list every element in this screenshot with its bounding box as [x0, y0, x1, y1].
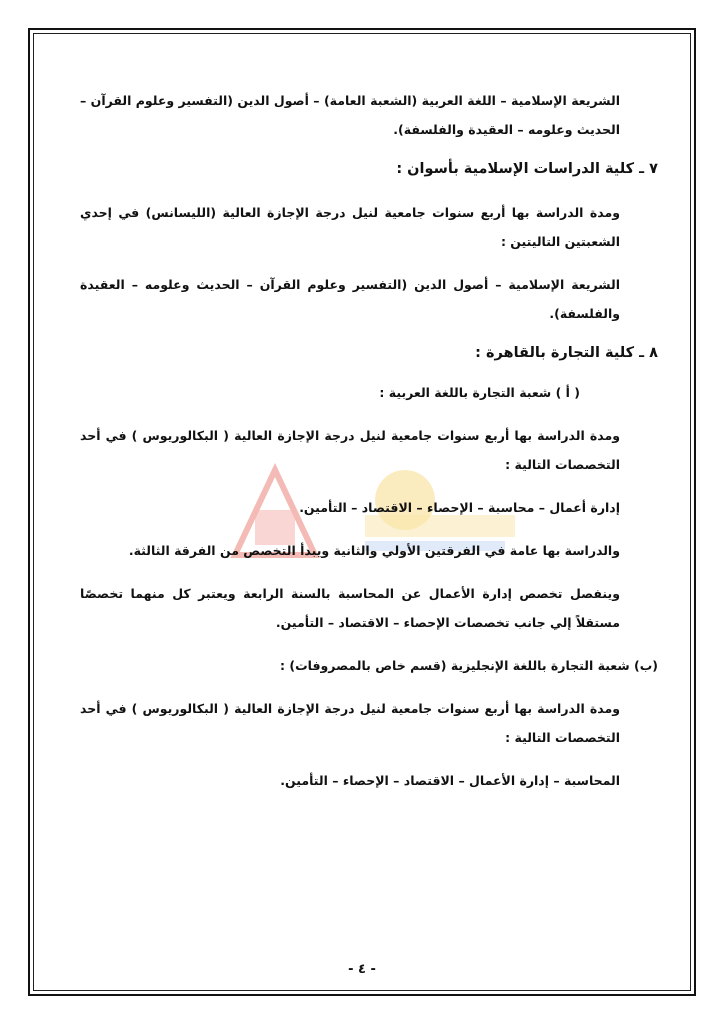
paragraph-commerce-general-study: والدراسة بها عامة في الفرقتين الأولي والثانية ويبدأ التخصص من الفرقة الثالثة.: [128, 543, 620, 558]
document-body: [80, 86, 658, 795]
paragraph-aswan-sections: الشريعة الإسلامية – أصول الدين (التفسير وعلوم القرآن – الحديث وعلومه – العقيدة والفلسفة).: [80, 277, 620, 321]
page-number: - ٤ -: [348, 962, 376, 977]
paragraph-azhar-sections: الشريعة الإسلامية – اللغة العربية (الشعبة العامة) – أصول الدين (التفسير وعلوم القرآن – الحديث وعلومه – العقيدة والفلسفة).: [80, 93, 620, 137]
heading-college-islamic-studies-aswan: ٧ ـ كلية الدراسات الإسلامية بأسوان :: [396, 161, 658, 177]
paragraph-commerce-arabic-specializations: إدارة أعمال – محاسبة – الإحصاء – الاقتصاد – التأمين.: [299, 500, 620, 515]
paragraph-commerce-separation: وينفصل تخصص إدارة الأعمال عن المحاسبة بالسنة الرابعة ويعتبر كل منهما تخصصًا مستقلاً إلي جانب تخصصات الإحصاء – الاقتصاد – التأمين.: [80, 586, 620, 630]
subheading-commerce-arabic: ( أ ) شعبة التجارة باللغة العربية :: [379, 385, 580, 400]
paragraph-commerce-english-specializations: المحاسبة – إدارة الأعمال – الاقتصاد – الإحصاء – التأمين.: [280, 773, 620, 788]
paragraph-commerce-english-duration: ومدة الدراسة بها أربع سنوات جامعية لنيل درجة الإجازة العالية ( البكالوريوس ) في أحد التخصصات التالية :: [80, 701, 620, 745]
paragraph-commerce-arabic-duration: ومدة الدراسة بها أربع سنوات جامعية لنيل درجة الإجازة العالية ( البكالوريوس ) في أحد التخصصات التالية :: [80, 428, 620, 472]
subheading-commerce-english: (ب) شعبة التجارة باللغة الإنجليزية (قسم خاص بالمصروفات) :: [280, 658, 658, 673]
heading-college-commerce-cairo: ٨ ـ كلية التجارة بالقاهرة :: [475, 345, 658, 361]
paragraph-aswan-duration: ومدة الدراسة بها أربع سنوات جامعية لنيل درجة الإجازة العالية (الليسانس) في إحدي الشعبتين التاليتين :: [80, 205, 620, 249]
